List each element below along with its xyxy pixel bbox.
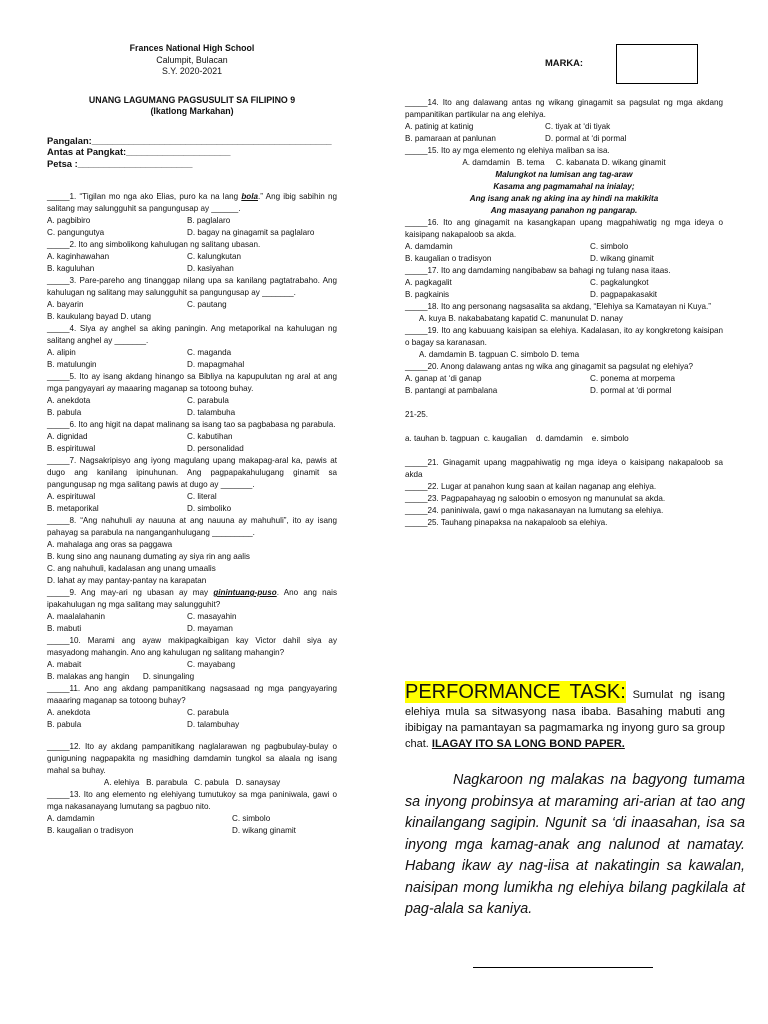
- q16-option-b: B. kaugalian o tradisyon: [405, 254, 492, 263]
- question-16: _____16. Ito ang ginagamit na kasangkapan upang magpahiwatig ng mga ideya o kaisipang nakapaloob sa akda.: [405, 218, 723, 239]
- exam-title: UNANG LAGUMANG PAGSUSULIT SA FILIPINO 9: [88, 94, 296, 105]
- q1-option-b: B. paglalaro: [187, 216, 231, 225]
- q2-option-a: A. kaginhawahan: [47, 252, 110, 261]
- q14-options-row1: [405, 121, 723, 133]
- question-1-text-a: _____1. “Tigilan mo nga ako Elias, puro ka na lang: [47, 192, 242, 201]
- performance-task-instructions: Sumulat ng isang elehiya mula sa sitwasyong nasa ibaba. Basahing mabuti ang ibibigay na pamantayan sa pagmamarka ng inyong guro sa group chat.: [405, 689, 725, 750]
- q7-options-row1: [47, 491, 337, 503]
- q13-option-c: C. simbolo: [232, 814, 271, 823]
- q16-options-row1: [405, 241, 723, 253]
- performance-task: [405, 680, 725, 752]
- q14-option-d: D. pormal at ‘di pormal: [545, 134, 627, 143]
- q14-option-a: A. patinig at katinig: [405, 122, 474, 131]
- q14-option-b: B. pamaraan at panlunan: [405, 134, 496, 143]
- performance-task-emphasis: ILAGAY ITO SA LONG BOND PAPER.: [431, 738, 625, 750]
- performance-task-text: [405, 680, 725, 752]
- q5-option-b: B. pabula: [47, 408, 82, 417]
- q15-options: A. damdamin B. tema C. kabanata D. wikang ginamit: [462, 158, 666, 167]
- q9-option-c: C. masayahin: [187, 612, 237, 621]
- q8-option-c: C. ang nahuhuli, kadalasan ang unang umaalis: [47, 564, 216, 573]
- q5-option-c: C. parabula: [187, 396, 229, 405]
- q6-option-c: C. kabutihan: [187, 432, 233, 441]
- q3-options-row2: B. kaukulang bayad D. utang: [47, 312, 151, 321]
- q17-options-row2: [405, 289, 723, 301]
- question-18: _____18. Ito ang personang nagsasalita sa akdang, “Elehiya sa Kamatayan ni Kuya.”: [405, 302, 711, 311]
- question-10: _____10. Marami ang ayaw makipagkaibigan kay Victor dahil siya ay masyadong mahangin. Ano ang kahulugan ng salitang mahangin?: [47, 636, 337, 657]
- q16-options-row2: [405, 253, 723, 265]
- q4-options-row1: [47, 347, 337, 359]
- name-field[interactable]: Pangalan:______________________________________________: [47, 134, 332, 146]
- q13-option-a: A. damdamin: [47, 814, 95, 823]
- q4-option-b: B. matulungin: [47, 360, 97, 369]
- question-9-text-b: . Ano ang nais ipakahulugan ng mga salitang may salungguhit?: [47, 588, 337, 609]
- q16-option-d: D. wikang ginamit: [590, 254, 654, 263]
- school-location: Calumpit, Bulacan: [156, 54, 228, 65]
- q20-option-b: B. pantangi at pambalana: [405, 386, 498, 395]
- q13-options-row1: [47, 813, 337, 825]
- performance-task-heading: PERFORMANCE TASK:: [405, 681, 626, 703]
- q1-option-d: D. bagay na ginagamit sa paglalaro: [187, 228, 315, 237]
- scenario-text: Nagkaroon ng malakas na bagyong tumama sa inyong probinsya at maraming ari-arian at tao ang kinailangang sagipin. Ngunit sa ‘di inaasahan, isa sa inyong mga kamag-anak ang nalunod at namatay. Habang ikaw ay nag-iisa at nakatingin sa kawalan, naisipan mong lumikha ng elehiya bilang pagkilala at pag-alala sa kaniya.: [405, 772, 745, 917]
- q11-option-b: B. pabula: [47, 720, 82, 729]
- q9-options-row2: [47, 623, 337, 635]
- q10-option-a: A. mabait: [47, 660, 82, 669]
- school-year: S.Y. 2020-2021: [161, 66, 222, 76]
- q4-options-row2: [47, 359, 337, 371]
- question-11: _____11. Ano ang akdang pampanitikang nagsasaad ng mga pangyayaring maaaring maganap sa totoong buhay?: [47, 684, 337, 705]
- q8-option-a: A. mahalaga ang oras sa paggawa: [47, 540, 173, 549]
- question-15: _____15. Ito ay mga elemento ng elehiya maliban sa isa.: [405, 146, 610, 155]
- question-9-text-a: _____9. Ang may-ari ng ubasan ay may: [47, 588, 214, 597]
- q20-option-a: A. ganap at ‘di ganap: [405, 374, 482, 383]
- q13-options-row2: [47, 825, 337, 837]
- q17-option-a: A. pagkagalit: [405, 278, 452, 287]
- q17-option-b: B. pagkainis: [405, 290, 450, 299]
- poem-line-3: Ang isang anak ng aking ina ay hindi na makikita: [469, 194, 659, 203]
- question-22: _____22. Lugar at panahon kung saan at kailan naganap ang elehiya.: [405, 482, 657, 491]
- q3-options-row1: [47, 299, 337, 311]
- q17-options-row1: [405, 277, 723, 289]
- exam-quarter: (Ikatlong Markahan): [150, 106, 234, 116]
- question-24: _____24. paniniwala, gawi o mga nakasanayan na lumutang sa elehiya.: [405, 506, 664, 515]
- q7-option-c: C. literal: [187, 492, 217, 501]
- question-4: _____4. Siya ay anghel sa aking paningin. Ang metaporikal na kahulugan ng salitang anghel ay _______.: [47, 324, 337, 345]
- question-20: _____20. Anong dalawang antas ng wika ang ginagamit sa pagsulat ng elehiya?: [405, 362, 693, 371]
- q18-options: A. kuya B. nakababatang kapatid C. manunulat D. nanay: [419, 314, 623, 323]
- question-1-text-b: .” Ang ibig sabihin ng salitang may salungguhit sa pangungusap ay ______.: [47, 192, 337, 213]
- date-field[interactable]: Petsa :______________________: [47, 157, 193, 169]
- question-12: _____12. Ito ay akdang pampanitikang naglalarawan ng pagbubulay-bulay o guniguning nagpapakita ng masidhing damdamin tungkol sa alaala ng isang mahal sa buhay.: [47, 742, 337, 775]
- section-field[interactable]: Antas at Pangkat:____________________: [47, 146, 231, 157]
- question-13: _____13. Ito ang elemento ng elehiyang tumutukoy sa mga paniniwala, gawi o mga nakasanayang lumutang sa pagbuo nito.: [47, 790, 337, 811]
- q6-option-d: D. personalidad: [187, 444, 244, 453]
- marka-label: MARKA:: [545, 57, 584, 68]
- q5-option-d: D. talambuha: [187, 408, 236, 417]
- q17-option-d: D. pagpapakasakit: [590, 290, 658, 299]
- q2-option-d: D. kasiyahan: [187, 264, 234, 273]
- q5-option-a: A. anekdota: [47, 396, 91, 405]
- q3-option-c: C. pautang: [187, 300, 227, 309]
- q11-options-row1: [47, 707, 337, 719]
- q6-options-row1: [47, 431, 337, 443]
- q4-option-d: D. mapagmahal: [187, 360, 245, 369]
- question-1-options-row2: [47, 227, 337, 239]
- q10-options-row2: B. malakas ang hangin D. sinungaling: [47, 672, 195, 681]
- question-3: _____3. Pare-pareho ang tinanggap nilang upa sa kanilang pagtatrabaho. Ang kahulugan ng salitang may salungguhit sa pangungusap ay _______.: [47, 276, 337, 297]
- q6-options-row2: [47, 443, 337, 455]
- q13-option-b: B. kaugalian o tradisyon: [47, 826, 134, 835]
- q5-options-row1: [47, 395, 337, 407]
- question-9: [47, 587, 337, 611]
- marka-box: [616, 44, 698, 84]
- question-21: _____21. Ginagamit upang magpahiwatig ng mga ideya o kaisipang nakapaloob sa akda: [405, 458, 723, 479]
- q11-option-d: D. talambuhay: [187, 720, 240, 729]
- q1-option-a: A. pagbibiro: [47, 216, 91, 225]
- question-14: _____14. Ito ang dalawang antas ng wikang ginagamit sa pagsulat ng mga akdang pampanitikan partikular na ang elehiya.: [405, 98, 723, 119]
- q4-option-a: A. alipin: [47, 348, 76, 357]
- q3-option-a: A. bayarin: [47, 300, 84, 309]
- question-25: _____25. Tauhang pinapaksa na nakapaloob sa elehiya.: [405, 518, 608, 527]
- right-column: [405, 97, 723, 529]
- poem-line-1: Malungkot na lumisan ang tag-araw: [495, 170, 633, 179]
- q6-option-b: B. espirituwal: [47, 444, 96, 453]
- choices-line: a. tauhan b. tagpuan c. kaugalian d. damdamin e. simbolo: [405, 434, 629, 443]
- question-1: [47, 191, 337, 215]
- question-5: _____5. Ito ay isang akdang hinango sa Bibliya na kapupulutan ng aral at ang mga pangyayari ay maaaring maganap sa totoong buhay.: [47, 372, 337, 393]
- poem-line-2: Kasama ang pagmamahal na inialay;: [493, 182, 635, 191]
- q7-options-row2: [47, 503, 337, 515]
- question-8: _____8. “Ang nahuhuli ay nauuna at ang nauuna ay mahuhuli”, ito ay isang pahayag sa parabula na nanganganhulugang _________.: [47, 516, 337, 537]
- range-label: 21-25.: [405, 410, 428, 419]
- q11-option-c: C. parabula: [187, 708, 229, 717]
- question-17: _____17. Ito ang damdaming nangibabaw sa bahagi ng tulang nasa itaas.: [405, 266, 671, 275]
- question-1-options-row1: [47, 215, 337, 227]
- q10-option-c: C. mayabang: [187, 660, 236, 669]
- q11-option-a: A. anekdota: [47, 708, 91, 717]
- q7-option-d: D. simboliko: [187, 504, 232, 513]
- question-23: _____23. Pagpapahayag ng saloobin o emosyon ng manunulat sa akda.: [405, 494, 666, 503]
- q17-option-c: C. pagkalungkot: [590, 278, 649, 287]
- q16-option-c: C. simbolo: [590, 242, 629, 251]
- q20-options-row1: [405, 373, 723, 385]
- question-9-underlined: ginintuang-puso: [213, 588, 277, 597]
- question-2: _____2. Ito ang simbolikong kahulugan ng salitang ubasan.: [47, 240, 261, 249]
- q5-options-row2: [47, 407, 337, 419]
- q10-options-row1: [47, 659, 337, 671]
- q6-option-a: A. dignidad: [47, 432, 88, 441]
- q20-option-d: D. pormal at ‘di pormal: [590, 386, 672, 395]
- student-fields: [47, 135, 337, 170]
- signature-line: [473, 967, 653, 968]
- q20-options-row2: [405, 385, 723, 397]
- q2-option-b: B. kaguluhan: [47, 264, 95, 273]
- q12-options: A. elehiya B. parabula C. pabula D. sanaysay: [103, 778, 281, 787]
- left-column: [47, 43, 337, 837]
- q14-option-c: C. tiyak at ‘di tiyak: [545, 122, 611, 131]
- q8-option-b: B. kung sino ang naunang dumating ay siya rin ang aalis: [47, 552, 250, 561]
- q13-option-d: D. wikang ginamit: [232, 826, 296, 835]
- question-7: _____7. Nagsakripisyo ang iyong magulang upang makapag-aral ka, pawis at dugo ang kanilang ipinuhunan. Ang pagpapakahulugang ginamit sa pangungusap ng mga salitang pawis at dugo ay _______.: [47, 456, 337, 489]
- q7-option-a: A. espirituwal: [47, 492, 96, 501]
- q9-option-d: D. mayaman: [187, 624, 233, 633]
- q8-option-d: D. lahat ay may pantay-pantay na karapatan: [47, 576, 207, 585]
- q1-option-c: C. pangungutya: [47, 228, 105, 237]
- q19-options: A. damdamin B. tagpuan C. simbolo D. tema: [419, 350, 580, 359]
- q11-options-row2: [47, 719, 337, 731]
- q4-option-c: C. maganda: [187, 348, 232, 357]
- poem-line-4: Ang masayang panahon ng pangarap.: [490, 206, 638, 215]
- q14-options-row2: [405, 133, 723, 145]
- school-name: Frances National High School: [129, 43, 255, 53]
- q7-option-b: B. metaporikal: [47, 504, 99, 513]
- q9-option-a: A. maalalahanin: [47, 612, 106, 621]
- question-1-underlined: bola: [241, 192, 258, 201]
- q9-options-row1: [47, 611, 337, 623]
- question-19: _____19. Ito ang kabuuang kaisipan sa elehiya. Kadalasan, ito ay kongkretong kaisipan o bagay sa karanasan.: [405, 326, 723, 347]
- q2-option-c: C. kalungkutan: [187, 252, 241, 261]
- q9-option-b: B. mabuti: [47, 624, 82, 633]
- q16-option-a: A. damdamin: [405, 242, 453, 251]
- question-6: _____6. Ito ang higit na dapat malinang sa isang tao sa pagbabasa ng parabula.: [47, 420, 336, 429]
- q20-option-c: C. ponema at morpema: [590, 374, 676, 383]
- q2-options-row1: [47, 251, 337, 263]
- q2-options-row2: [47, 263, 337, 275]
